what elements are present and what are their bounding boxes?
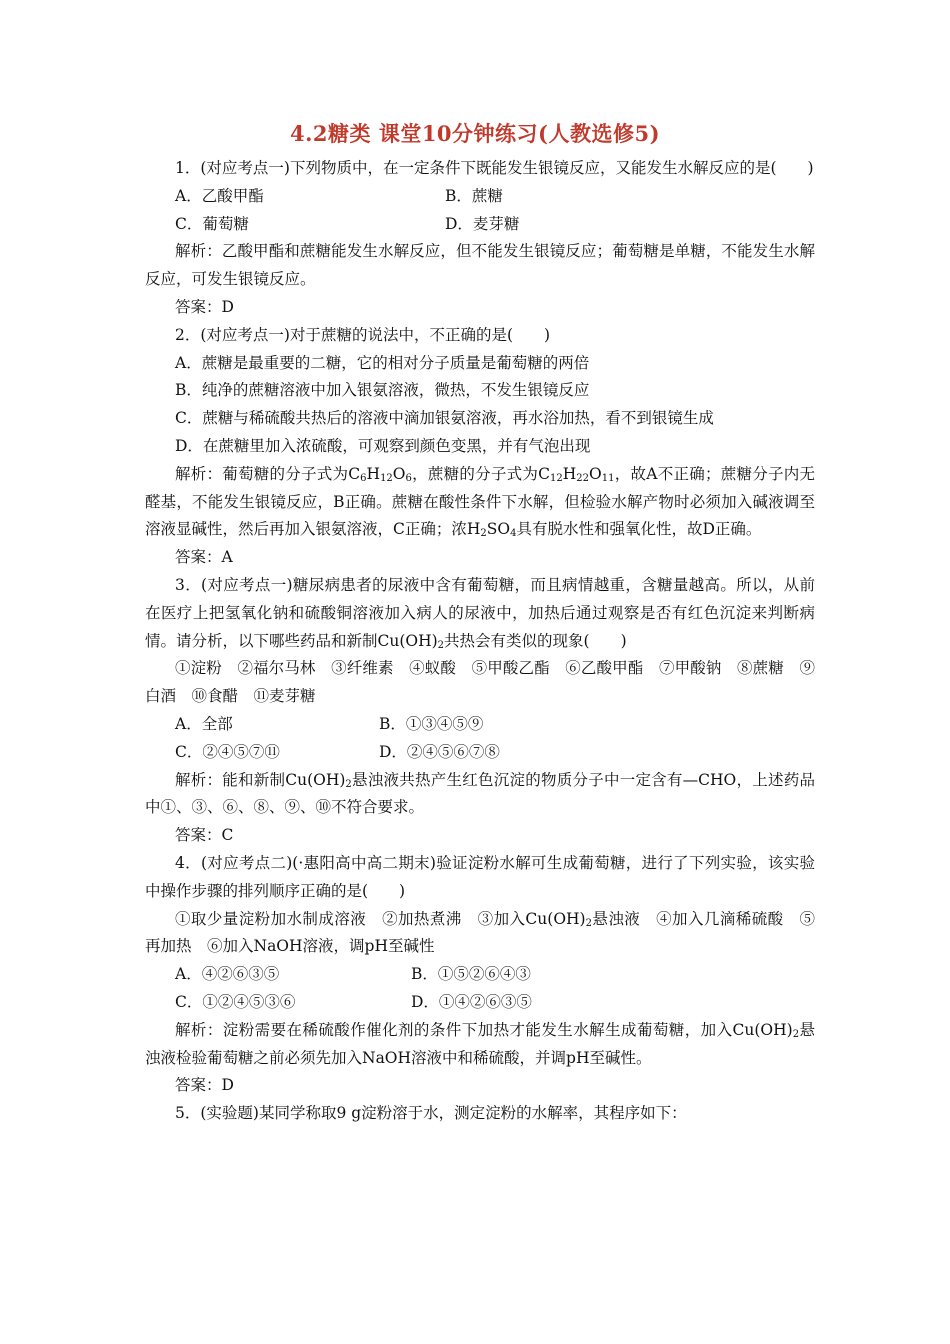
q1-option-d: D．麦芽糖: [445, 214, 520, 233]
q2-stem: 2．(对应考点一)对于蔗糖的说法中，不正确的是( ): [175, 325, 551, 344]
q1-option-b: B．蔗糖: [445, 186, 503, 205]
q4-analysis: 解析：淀粉需要在稀硫酸作催化剂的条件下加热才能发生水解生成葡萄糖，加入$Cu(OH)_2$悬浊液检验葡萄糖之前必须先加入NaOH溶液中和稀硫酸，并调pH至碱性。: [145, 1020, 815, 1067]
q3-option-b: B．①③④⑤⑨: [379, 714, 484, 733]
q1-analysis: 解析：乙酸甲酯和蔗糖能发生水解反应，但不能发生银镜反应；葡萄糖是单糖，不能发生水解反应，可发生银镜反应。: [145, 242, 815, 289]
q1-options-row-2: [145, 211, 815, 239]
q3-stem: 3．(对应考点一)糖尿病患者的尿液中含有葡萄糖，而且病情越重，含糖量越高。所以，从前在医疗上把氢氧化钠和硫酸铜溶液加入病人的尿液中，加热后通过观察是否有红色沉淀来判断病情。请分析，以下哪些药品和新制$Cu(OH)_2$共热会有类似的现象( ): [145, 575, 815, 651]
q4-options-row-2: [145, 989, 815, 1017]
q3-options-row-2: [145, 739, 815, 767]
q3-items: ①淀粉 ②福尔马林 ③纤维素 ④蚁酸 ⑤甲酸乙酯 ⑥乙酸甲酯 ⑦甲酸钠 ⑧蔗糖 ⑨白酒 ⑩食醋 ⑪麦芽糖: [145, 659, 815, 706]
q4-option-c: C．①②④⑤③⑥: [175, 992, 296, 1011]
q2-answer: 答案：A: [175, 548, 233, 567]
q2-option-c: C．蔗糖与稀硫酸共热后的溶液中滴加银氨溶液，再水浴加热，看不到银镜生成: [175, 409, 714, 428]
q2-option-a: A．蔗糖是最重要的二糖，它的相对分子质量是葡萄糖的两倍: [175, 353, 590, 372]
page-title: 4.2糖类 课堂10分钟练习(人教选修5): [289, 121, 661, 146]
q2-option-d: D．在蔗糖里加入浓硫酸，可观察到颜色变黑，并有气泡出现: [175, 436, 591, 455]
q1-option-c: C．葡萄糖: [175, 214, 249, 233]
q3-options-row-1: [145, 711, 815, 739]
exercise-content: [145, 155, 815, 1128]
q3-option-a: A．全部: [175, 714, 233, 733]
q4-option-a: A．④②⑥③⑤: [175, 965, 280, 984]
q1-answer: 答案：D: [175, 297, 234, 316]
q3-analysis: 解析：能和新制$Cu(OH)_2$悬浊液共热产生红色沉淀的物质分子中一定含有—CHO，上述药品中①、③、⑥、⑧、⑨、⑩不符合要求。: [145, 770, 815, 817]
q3-answer: 答案：C: [175, 826, 234, 845]
q4-stem: 4．(对应考点二)(·惠阳高中高二期末)验证淀粉水解可生成葡萄糖，进行了下列实验，该实验中操作步骤的排列顺序正确的是( ): [145, 853, 815, 900]
q3-option-d: D．②④⑤⑥⑦⑧: [379, 742, 500, 761]
q2-option-b: B．纯净的蔗糖溶液中加入银氨溶液，微热，不发生银镜反应: [175, 381, 590, 400]
q1-stem: 1．(对应考点一)下列物质中，在一定条件下既能发生银镜反应，又能发生水解反应的是( ): [175, 159, 814, 177]
q4-option-b: B．①⑤②⑥④③: [411, 965, 531, 984]
q1-option-a: A．乙酸甲酯: [175, 186, 264, 205]
q2-analysis: 解析：葡萄糖的分子式为$C_6H_{12}O_6$，蔗糖的分子式为$C_{12}H_{22}O_{11}$，故A不正确；蔗糖分子内无醛基，不能发生银镜反应，B正确。蔗糖在酸性条件下水解，但检验水解产物时必须加入碱液调至溶液显碱性，然后再加入银氨溶液，C正确；浓$H_2SO_4$具有脱水性和强氧化性，故D正确。: [145, 464, 815, 540]
q3-option-c: C．②④⑤⑦⑪: [175, 742, 280, 761]
q4-steps: ①取少量淀粉加水制成溶液 ②加热煮沸 ③加入$Cu(OH)_2$悬浊液 ④加入几滴稀硫酸 ⑤再加热 ⑥加入NaOH溶液，调pH至碱性: [145, 909, 815, 956]
q5-stem: 5．(实验题)某同学称取9 g淀粉溶于水，测定淀粉的水解率，其程序如下：: [175, 1104, 687, 1123]
q1-options-row-1: [145, 183, 815, 211]
q4-options-row-1: [145, 961, 815, 989]
q4-answer: 答案：D: [175, 1076, 234, 1095]
q4-option-d: D．①④②⑥③⑤: [411, 992, 532, 1011]
